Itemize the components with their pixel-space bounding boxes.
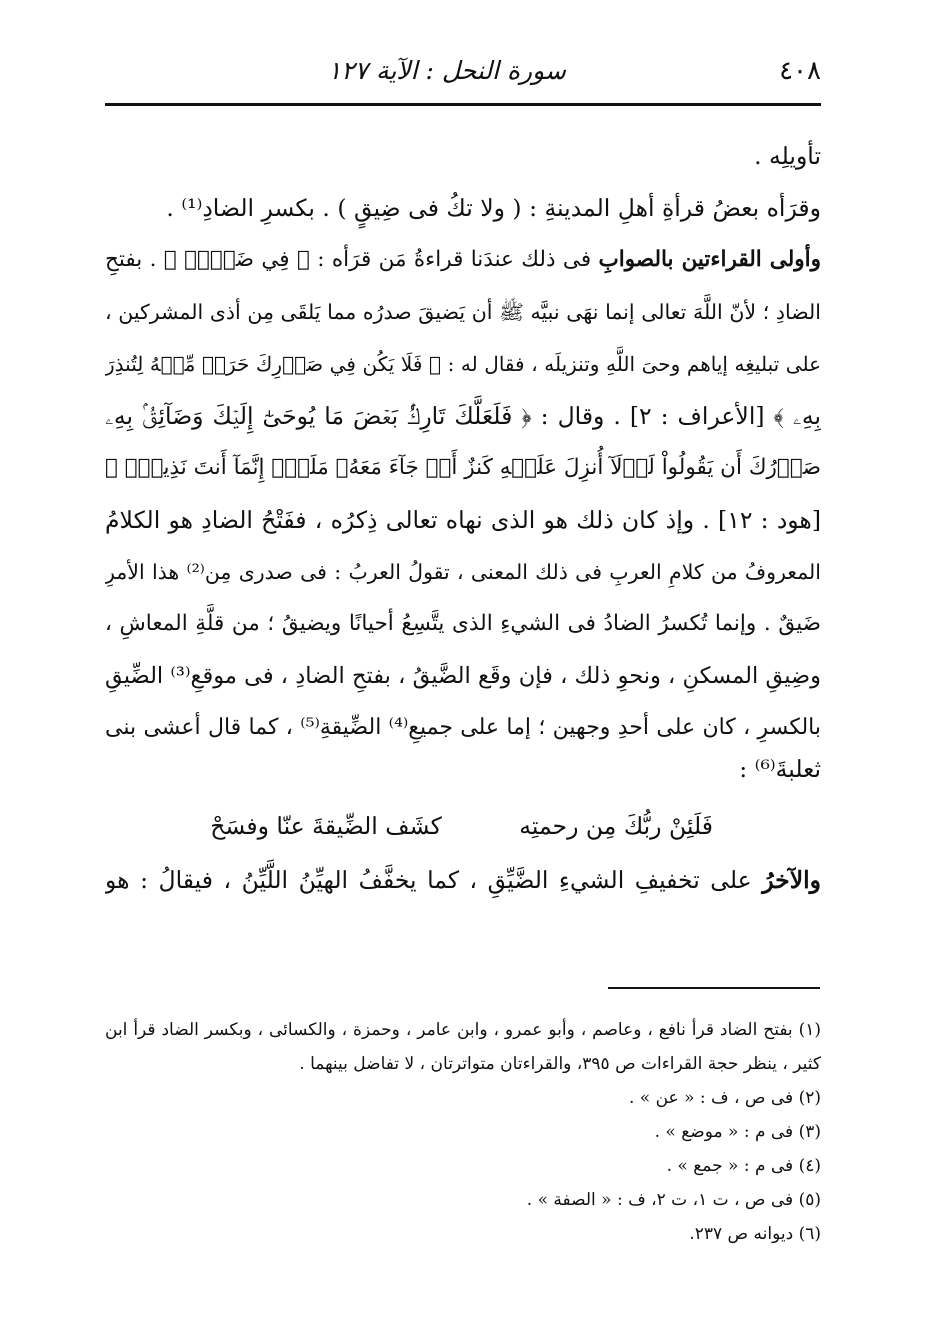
footnote-line: (٦) ديوانه ص ٢٣٧. <box>689 1224 821 1244</box>
text-line: المعروفُ من كلامِ العربِ فى ذلك المعنى ، تقولُ العربُ : فى صدرى مِن⁽²⁾ هذا الأمرِ <box>105 560 821 584</box>
text-line: تأويلِه . <box>754 142 821 170</box>
header-rule <box>105 103 821 106</box>
text-line: وضِيقِ المسكنِ ، ونحوِ ذلك ، فإن وقَع الضَّيقُ ، بفتحِ الضادِ ، فى موقعِ⁽³⁾ الضِّيقِ <box>105 663 821 689</box>
text-line <box>105 854 821 906</box>
footnotes <box>105 1013 821 1251</box>
text-line-rest: على تخفيفِ الشيءِ الضَّيِّقِ ، كما يخفَّفُ الهيِّنُ اللَّيِّنُ ، فيقالُ : هو <box>105 866 763 894</box>
footnote-line: (٣) فى م : « موضع » . <box>654 1122 821 1142</box>
text-line <box>105 234 821 286</box>
footnote-line: (٥) فى ص ، ت ١، ت ٢، ف : « الصفة » . <box>526 1190 821 1210</box>
text-line: [هود : ١٢] . وإذ كان ذلك هو الذى نهاه تعالى ذِكرُه ، ففَتْحُ الضادِ هو الكلامُ <box>105 506 821 534</box>
verse-second-hemistich: كشَف الضِّيقةَ عنّا وفسَحْ <box>210 812 442 840</box>
footnote-line: (٢) فى ص ، ف : « عن » . <box>628 1088 821 1108</box>
poetry-verse <box>105 798 821 854</box>
footnote-line: كثير ، ينظر حجة القراءات ص ٣٩٥، والقراءتان متواترتان ، لا تفاضل بينهما . <box>299 1054 821 1074</box>
text-line: على تبليغِه إياهم وحىَ اللَّهِ وتنزيلَه ، فقال له : ﴿ فَلَا يَكُن فِي صَدۡرِكَ حَرَجٞ مِّنۡهُ لِتُنذِرَ <box>105 352 821 376</box>
bold-lead-word: والآخرُ <box>762 866 821 894</box>
surah-verse-title: سورة النحل : الآية ١٢٧ <box>327 56 566 85</box>
main-text <box>105 130 821 906</box>
text-line: صَدۡرُكَ أَن يَقُولُواْ لَوۡلَآ أُنزِلَ عَلَيۡهِ كَنزٌ أَوۡ جَآءَ مَعَهُۥ مَلَكٌۚ إِنَّمَآ أَنتَ نَذِيرٞۚ ﴾ <box>105 455 821 480</box>
text-line: الضادِ ؛ لأنّ اللَّهَ تعالى إنما نهَى نبيَّه ﷺ أن يَضيقَ صدرُه مما يَلقَى مِن أذى المشركين ، <box>105 300 821 324</box>
text-line: بالكسرِ ، كان على أحدِ وجهين ؛ إما على جميعِ⁽⁴⁾ الضِّيقةِ⁽⁵⁾ ، كما قال أعشى بنى <box>105 715 821 740</box>
text-line: ضَيقٌ . وإنما تُكسرُ الضادُ فى الشيءِ الذى يتَّسِعُ أحيانًا ويضيقُ ؛ من قلَّةِ المعاشِ ، <box>105 611 821 636</box>
footnote-line: (٤) فى م : « جمع » . <box>666 1156 821 1176</box>
page-number: ٤٠٨ <box>779 56 821 86</box>
text-line: ثعلبةَ⁽⁶⁾ : <box>739 755 821 783</box>
running-header <box>105 52 821 96</box>
text-line: بِهِۦ ﴾ [الأعراف : ٢] . وقال : ﴿ فَلَعَلَّكَ تَارِكُۢ بَعۡضَ مَا يُوحَىٰٓ إِلَيۡكَ وَضَآئِقُۢ بِهِۦ <box>105 402 821 430</box>
verse-first-hemistich: فَلَئِنْ ربُّكَ مِن رحمتِه <box>519 812 713 840</box>
bold-lead-phrase: وأولى القراءتين بالصوابِ <box>598 247 821 272</box>
text-line-rest: فى ذلك عندَنا قراءةُ مَن قرَأه : ﴿ فِي ضَيۡقٖ ﴾ . بفتحِ <box>105 247 599 272</box>
text-line: وقرَأه بعضُ قرأةِ أهلِ المدينةِ : ( ولا تكُ فى ضِيقٍ ) . بكسرِ الضادِ⁽¹⁾ . <box>166 194 821 222</box>
footnote-line: (١) بفتح الضاد قرأ نافع ، وعاصم ، وأبو عمرو ، وابن عامر ، وحمزة ، والكسائى ، وبكسر الضاد قرأ ابن <box>105 1020 821 1040</box>
footnote-rule <box>608 987 820 989</box>
